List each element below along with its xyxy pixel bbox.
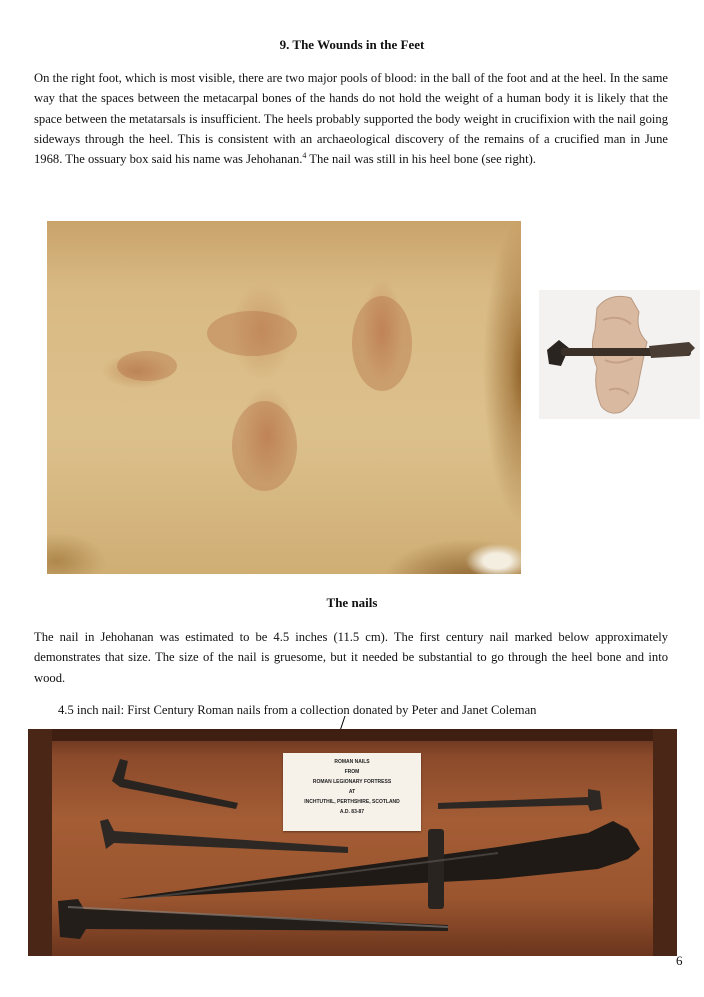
- section-title: 9. The Wounds in the Feet: [279, 37, 425, 52]
- nails-paragraph: The nail in Jehohanan was estimated to be 4.5 inches (11.5 cm). The first century nail marked below approximately demonstrates that size. The size of the nail is gruesome, but it needed be substantial to go through the heel bone and into wood.: [34, 630, 668, 685]
- museum-label-line: ROMAN LEGIONARY FORTRESS: [312, 779, 392, 785]
- intro-paragraph-text: On the right foot, which is most visible, there are two major pools of blood: in the ball of the foot and at the heel. In the same way that the spaces between the metacarpal bones of the hands do not hold the weight of a human body it is likely that the space between the metatarsals is insufficient. The heels probably supported the body weight in crucifixion with the nail going sideways through the heel. This is consistent with an archaeological discovery of the remains of a crucified man in June 1968. The ossuary box said his name was Jehohanan.: [34, 71, 668, 167]
- page-number: 6: [676, 953, 683, 968]
- museum-label-line: A.D. 83-87: [339, 809, 365, 815]
- intro-paragraph-tail: The nail was still in his heel bone (see right).: [306, 152, 536, 167]
- museum-label-line: FROM: [344, 769, 360, 775]
- footnote-marker: 4: [302, 151, 307, 160]
- nails-heading: The nails: [326, 595, 378, 610]
- nail-caption: 4.5 inch nail: First Century Roman nails from a collection donated by Peter and Janet Coleman: [58, 703, 537, 717]
- museum-label-line: AT: [348, 789, 356, 795]
- museum-label: [283, 753, 421, 831]
- museum-label-line: INCHTUTHIL, PERTHSHIRE, SCOTLAND: [304, 799, 400, 805]
- museum-label-line: ROMAN NAILS: [334, 759, 370, 765]
- roman-nails-photo: [28, 729, 677, 956]
